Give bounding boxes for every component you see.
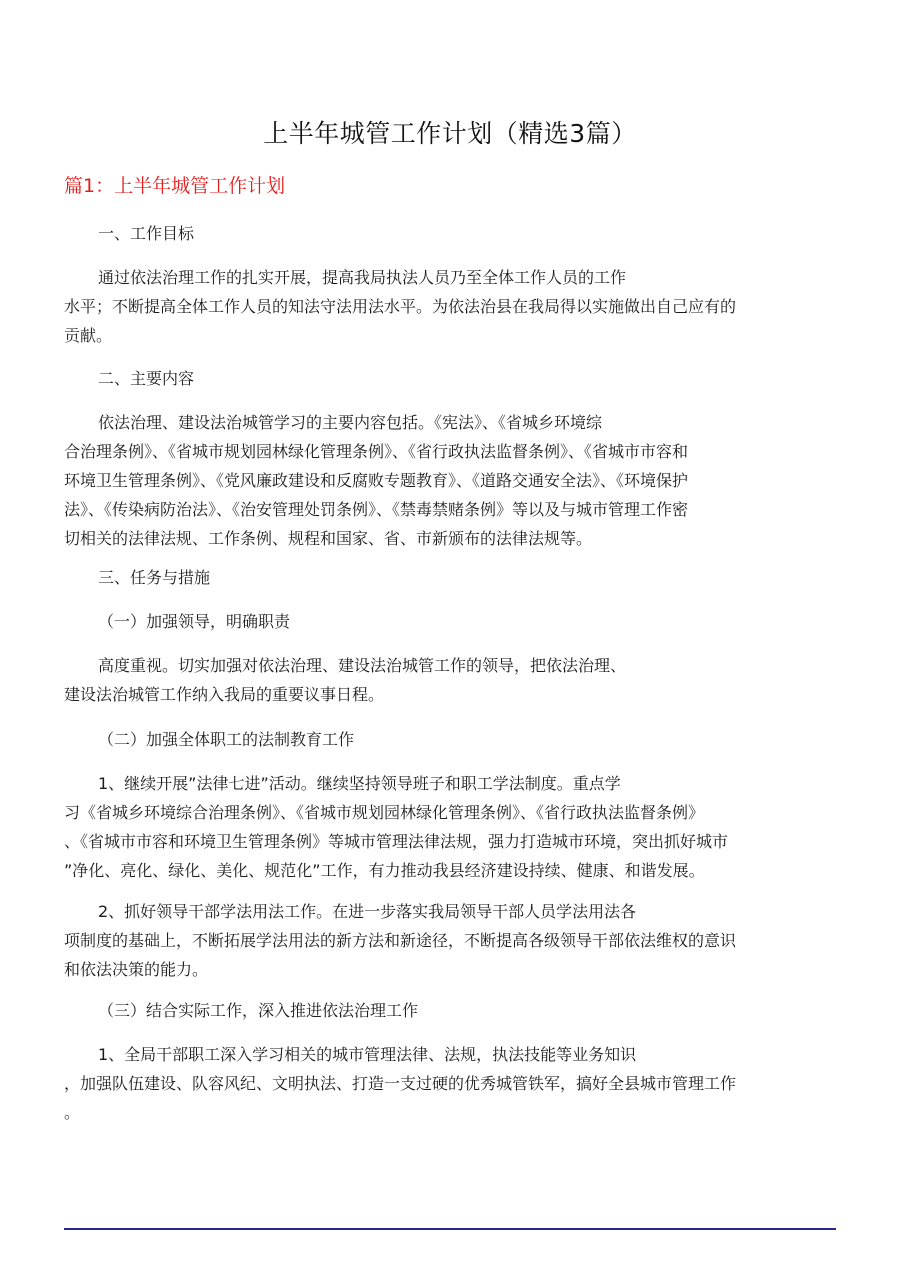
paragraph-line: 通过依法治理工作的扎实开展，提高我局执法人员乃至全体工作人员的工作: [98, 268, 627, 287]
paragraph-line: ，加强队伍建设、队容风纪、文明执法、打造一支过硬的优秀城管铁军，搞好全县城市管理工作: [64, 1074, 737, 1093]
heading-text: 二、主要内容: [98, 369, 195, 388]
subheading-text: （三）结合实际工作，深入推进依法治理工作: [98, 1001, 419, 1020]
subheading-text: （一）加强领导，明确职责: [98, 612, 291, 631]
paragraph-education-1: [64, 769, 834, 885]
paragraph-line: 、《省城市市容和环境卫生管理条例》等城市管理法律法规，强力打造城市环境，突出抓好城市: [64, 832, 729, 851]
paragraph-line: 法》、《传染病防治法》、《治安管理处罚条例》、《禁毒禁赌条例》等以及与城市管理工作密: [64, 500, 689, 519]
document-title: 上半年城管工作计划（精选3篇）: [263, 119, 637, 148]
subheading-practice: [64, 996, 834, 1025]
paragraph-line: 和依法决策的能力。: [64, 960, 209, 979]
footer-divider: [64, 1228, 836, 1230]
paragraph-line: 2、抓好领导干部学法用法工作。在进一步落实我局领导干部人员学法用法各: [98, 902, 637, 921]
paragraph-line: 切相关的法律法规、工作条例、规程和国家、省、市新颁布的法律法规等。: [64, 529, 593, 548]
subheading-legal-education: [64, 725, 834, 754]
paragraph-main-content: [64, 408, 834, 553]
paragraph-line: 合治理条例》、《省城市规划园林绿化管理条例》、《省行政执法监督条例》、《省城市市容和: [64, 442, 689, 461]
paragraph-line: 项制度的基础上，不断拓展学法用法的新方法和新途径，不断提高各级领导干部依法维权的意识: [64, 931, 737, 950]
paragraph-line: 建设法治城管工作纳入我局的重要议事日程。: [64, 685, 385, 704]
section-heading: 篇1：上半年城管工作计划: [64, 175, 286, 197]
heading-tasks-measures: [64, 563, 834, 592]
paragraph-education-2: [64, 897, 834, 984]
heading-text: 三、任务与措施: [98, 568, 211, 587]
paragraph-line: 1、继续开展”法律七进”活动。继续坚持领导班子和职工学法制度。重点学: [98, 774, 621, 793]
heading-text: 一、工作目标: [98, 224, 195, 243]
paragraph-line: 贡献。: [64, 326, 113, 345]
paragraph-line: ”净化、亮化、绿化、美化、规范化”工作，有力推动我县经济建设持续、健康、和谐发展。: [64, 861, 705, 880]
subheading-text: （二）加强全体职工的法制教育工作: [98, 730, 355, 749]
subheading-leadership: [64, 607, 834, 636]
paragraph-line: 1、全局干部职工深入学习相关的城市管理法律、法规，执法技能等业务知识: [98, 1045, 637, 1064]
heading-work-goal: [64, 219, 834, 248]
paragraph-work-goal: [64, 263, 834, 350]
paragraph-line: 。: [64, 1103, 81, 1122]
paragraph-line: 高度重视。切实加强对依法治理、建设法治城管工作的领导，把依法治理、: [98, 656, 627, 675]
paragraph-line: 依法治理、建设法治城管学习的主要内容包括。《宪法》、《省城乡环境综: [98, 413, 603, 432]
heading-main-content: [64, 364, 834, 393]
paragraph-leadership: [64, 651, 834, 709]
paragraph-line: 环境卫生管理条例》、《党风廉政建设和反腐败专题教育》、《道路交通安全法》、《环境保护: [64, 471, 689, 490]
paragraph-practice-1: [64, 1040, 834, 1127]
paragraph-line: 习《省城乡环境综合治理条例》、《省城市规划园林绿化管理条例》、《省行政执法监督条例》: [64, 803, 705, 822]
paragraph-line: 水平；不断提高全体工作人员的知法守法用法水平。为依法治县在我局得以实施做出自己应有的: [64, 297, 737, 316]
